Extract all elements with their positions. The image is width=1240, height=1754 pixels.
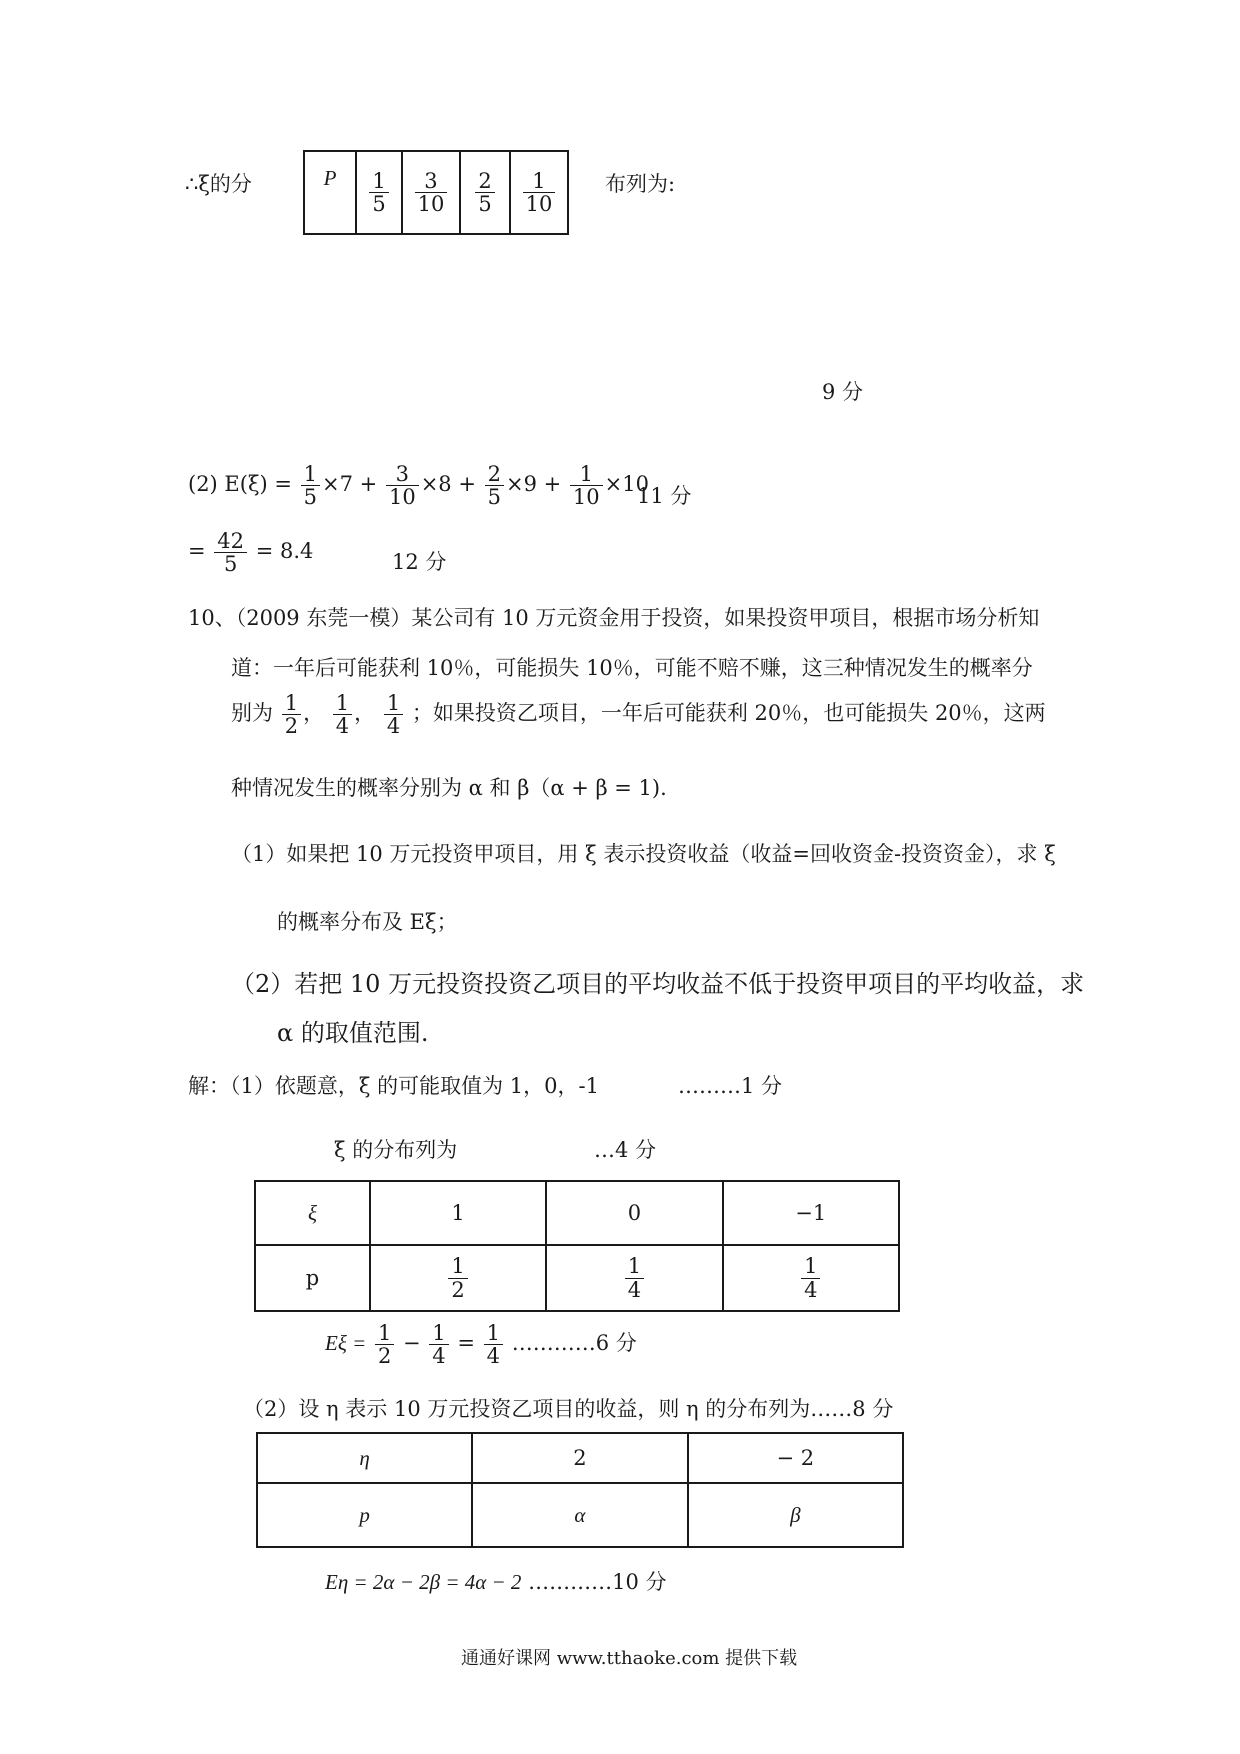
table-cell: $\frac{1}{4}$ <box>546 1245 722 1311</box>
question-1-line-2: 的概率分布及 Eξ； <box>277 910 458 934</box>
solution-q2-line: （2）设 η 表示 10 万元投资乙项目的收益，则 η 的分布列为……8 分 <box>243 1397 894 1421</box>
eta-distribution-table <box>256 1432 904 1548</box>
table-row-label: p <box>255 1245 370 1311</box>
fraction: $\frac{1}{4}$ <box>484 1322 503 1367</box>
fraction: $\frac{42}{5}$ <box>214 530 247 575</box>
top-suffix: 布列为: <box>605 172 676 196</box>
score-11: 11 分 <box>637 484 692 508</box>
fraction: $\frac{1}{2}$ <box>375 1322 394 1367</box>
score-12: 12 分 <box>392 550 447 574</box>
question-2-line-1: （2）若把 10 万元投资投资乙项目的平均收益不低于投资甲项目的平均收益，求 <box>231 970 1085 998</box>
problem-line-3: 别为 $\frac{1}{2}$ ， $\frac{1}{4}$ ， $\frac{1}{4}$ ；如果投资乙项目，一年后可能获利 20％，也可能损失 20％，这两 <box>231 691 1046 739</box>
top-distribution-table <box>303 150 569 235</box>
solution-line-1: 解：（1）依题意，ξ 的可能取值为 1，0，-1 <box>188 1074 599 1098</box>
table-header-cell: −1 <box>723 1181 899 1245</box>
table-header-cell: 2 <box>472 1433 687 1483</box>
top-table-cell: $\frac{2}{5}$ <box>460 151 510 234</box>
expectation-label: (2) E(ξ) = <box>188 472 292 497</box>
fraction: $\frac{2}{5}$ <box>485 463 504 508</box>
problem-line-1: 10、（2009 东莞一模）某公司有 10 万元资金用于投资，如果投资甲项目，根据市场分析知 <box>188 606 1040 630</box>
fraction: $\frac{1}{4}$ <box>429 1322 448 1367</box>
table-cell: β <box>688 1483 903 1547</box>
table-header-cell: 0 <box>546 1181 722 1245</box>
fraction: $\frac{1}{4}$ <box>384 692 403 737</box>
table-cell: $\frac{1}{2}$ <box>370 1245 546 1311</box>
question-2-line-2: α 的取值范围. <box>277 1019 429 1047</box>
top-table-cell: $\frac{1}{10}$ <box>510 151 568 234</box>
expectation-result: = $\frac{42}{5}$ = 8.4 <box>188 529 314 577</box>
table-cell: $\frac{1}{4}$ <box>723 1245 899 1311</box>
expectation-line: (2) E(ξ) = $\frac{1}{5}$ ×7 + $\frac{3}{10}$ ×8 + $\frac{2}{5}$ ×9 + $\frac{1}{10}$ ×10 <box>188 462 649 510</box>
score-1: ………1 分 <box>678 1074 783 1098</box>
xi-distribution-table <box>254 1180 900 1312</box>
distribution-label: ξ 的分布列为 <box>334 1138 458 1162</box>
table-cell: α <box>472 1483 687 1547</box>
table-header-cell: ξ <box>255 1181 370 1245</box>
score-9: 9 分 <box>822 380 864 404</box>
top-table-cell: $\frac{1}{5}$ <box>356 151 402 234</box>
table-header-cell: η <box>257 1433 472 1483</box>
top-table-cell: $\frac{3}{10}$ <box>402 151 460 234</box>
question-1-line-1: （1）如果把 10 万元投资甲项目，用 ξ 表示投资收益（收益=回收资金-投资资金），求 ξ <box>231 842 1056 866</box>
fraction: $\frac{1}{2}$ <box>282 692 301 737</box>
top-table-header: P <box>304 151 356 234</box>
expected-eta: Eη = 2α − 2β = 4α − 2 …………10 分 <box>325 1570 667 1594</box>
score-4: …4 分 <box>594 1138 657 1162</box>
problem-line-4: 种情况发生的概率分别为 α 和 β（α + β = 1). <box>231 776 667 800</box>
footer-text: 通通好课网 www.tthaoke.com 提供下载 <box>461 1648 798 1669</box>
table-cell: p <box>257 1483 472 1547</box>
fraction: $\frac{1}{5}$ <box>301 463 320 508</box>
expected-xi: Eξ = $\frac{1}{2}$ − $\frac{1}{4}$ = $\frac{1}{4}$ …………6 分 <box>325 1321 637 1369</box>
table-header-cell: 1 <box>370 1181 546 1245</box>
problem-line-2: 道：一年后可能获利 10％，可能损失 10％，可能不赔不赚，这三种情况发生的概率分 <box>231 656 1033 680</box>
fraction: $\frac{1}{10}$ <box>570 463 603 508</box>
top-prefix: ∴ξ的分 <box>185 172 252 196</box>
fraction: $\frac{1}{4}$ <box>333 692 352 737</box>
fraction: $\frac{3}{10}$ <box>386 463 419 508</box>
table-header-cell: − 2 <box>688 1433 903 1483</box>
